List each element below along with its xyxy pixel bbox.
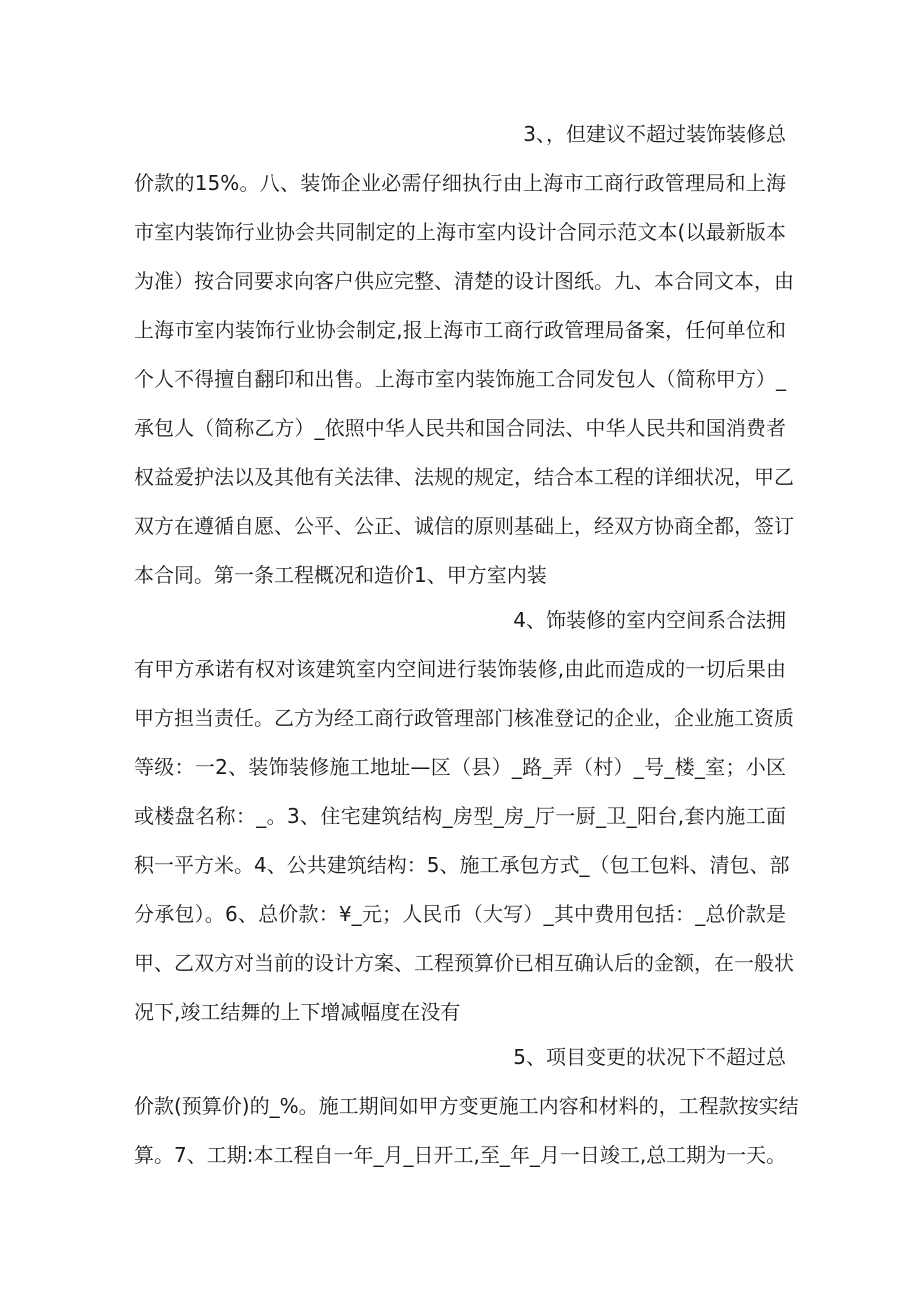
text-line-7: 承包人（简称乙方）_依照中华人民共和国合同法、中华人民共和国消费者 — [134, 416, 786, 440]
text-line-21: 价款(预算价)的_%。施工期间如甲方变更施工内容和材料的，工程款按实结 — [134, 1094, 799, 1118]
text-line-2: 价款的15%。八、装饰企业必需仔细执行由上海市工商行政管理局和上海 — [134, 171, 786, 195]
text-line-14: 等级：一2、装饰装修施工地址—区（县）_路_弄（村）_号_楼_室；小区 — [134, 755, 786, 779]
text-line-5: 上海市室内装饰行业协会制定,报上海市工商行政管理局备案，任何单位和 — [134, 318, 786, 342]
text-line-1: 3、，但建议不超过装饰装修总 — [523, 122, 786, 146]
text-line-4: 为准）按合同要求向客户供应完整、清楚的设计图纸。九、本合同文本，由 — [134, 269, 794, 293]
text-line-20: 5、项目变更的状况下不超过总 — [513, 1045, 786, 1069]
text-line-6: 个人不得擅自翻印和出售。上海市室内装饰施工合同发包人（简称甲方）_ — [134, 367, 786, 391]
text-line-9: 双方在遵循自愿、公平、公正、诚信的原则基础上，经双方协商全都，签订 — [134, 514, 794, 538]
text-line-15: 或楼盘名称：_。3、住宅建筑结构_房型_房_厅一厨_卫_阳台,套内施工面 — [134, 804, 786, 828]
text-line-18: 甲、乙双方对当前的设计方案、工程预算价已相互确认后的金额，在一般状 — [134, 951, 794, 975]
text-line-3: 市室内装饰行业协会共同制定的上海市室内设计合同示范文本(以最新版本 — [134, 220, 786, 244]
text-line-11: 4、饰装修的室内空间系合法拥 — [513, 608, 786, 632]
text-line-19: 况下,竣工结舞的上下增减幅度在没有 — [134, 1000, 461, 1024]
text-line-10: 本合同。第一条工程概况和造价1、甲方室内装 — [134, 563, 547, 587]
text-line-16: 积一平方米。4、公共建筑结构：5、施工承包方式_（包工包料、清包、部 — [134, 853, 790, 877]
text-line-22: 算。7、工期:本工程自一年_月_日开工,至_年_月一日竣工,总工期为一天。 — [134, 1143, 787, 1167]
text-line-13: 甲方担当责任。乙方为经工商行政管理部门核准登记的企业，企业施工资质 — [134, 706, 794, 730]
text-line-8: 权益爱护法以及其他有关法律、法规的规定，结合本工程的详细状况，甲乙 — [134, 465, 794, 489]
text-line-17: 分承包）。6、总价款：¥_元；人民币（大写）_其中费用包括：_总价款是 — [134, 902, 786, 926]
text-line-12: 有甲方承诺有权对该建筑室内空间进行装饰装修,由此而造成的一切后果由 — [134, 657, 786, 681]
